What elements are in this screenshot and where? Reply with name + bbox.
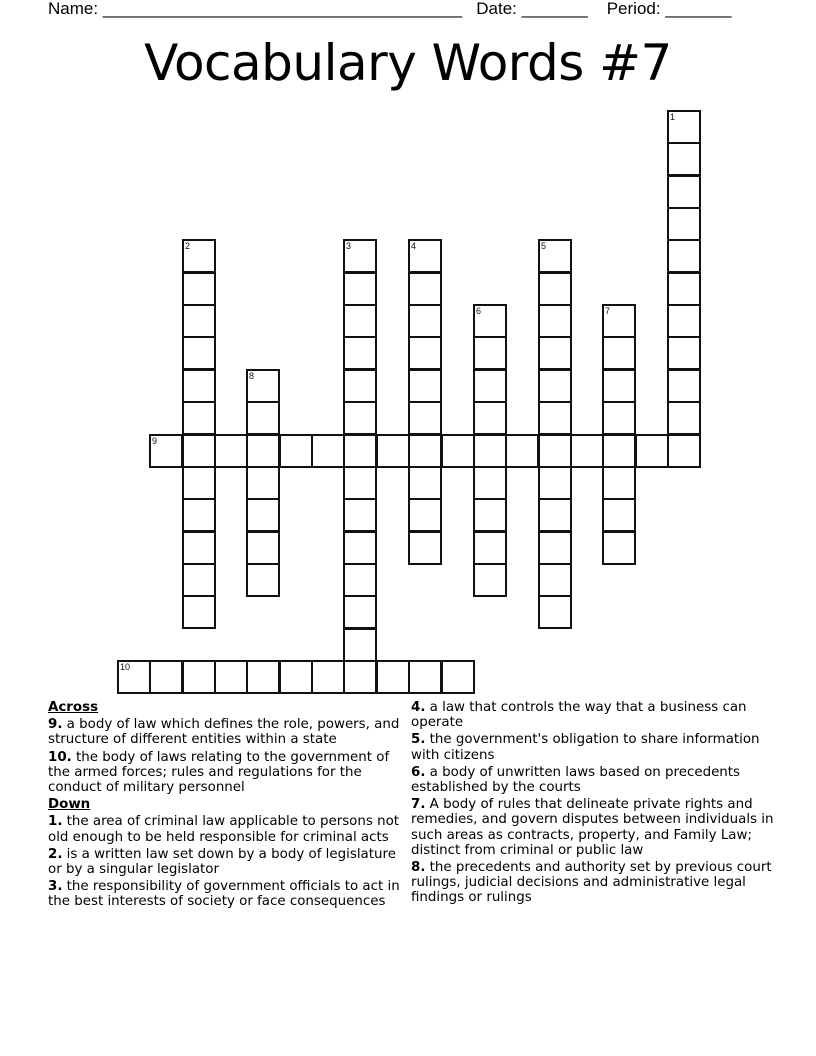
crossword-cell[interactable] (602, 336, 636, 370)
clue-text: a body of law which defines the role, powers, and structure of different entities within a state (48, 717, 400, 748)
crossword-cell[interactable] (667, 434, 701, 468)
crossword-cell[interactable] (667, 239, 701, 273)
crossword-cell[interactable] (246, 434, 280, 468)
crossword-cell[interactable] (473, 466, 507, 500)
crossword-cell[interactable] (376, 660, 410, 694)
crossword-cell[interactable] (376, 434, 410, 468)
crossword-cell[interactable] (182, 531, 216, 565)
crossword-cell[interactable] (667, 175, 701, 209)
crossword-cell[interactable] (408, 401, 442, 435)
crossword-cell[interactable] (279, 660, 313, 694)
crossword-cell[interactable] (182, 434, 216, 468)
crossword-cell[interactable] (441, 434, 475, 468)
page-title: Vocabulary Words #7 (144, 34, 672, 92)
clue-across-9 (48, 717, 403, 747)
crossword-cell[interactable] (182, 498, 216, 532)
crossword-cell[interactable] (182, 466, 216, 500)
date-blank[interactable]: _______ (516, 0, 593, 18)
clue-down-8 (411, 860, 776, 906)
period-label: Period: (592, 0, 661, 18)
clue-down-7 (411, 797, 776, 858)
crossword-cell[interactable] (667, 401, 701, 435)
clues-right-column (411, 700, 776, 908)
crossword-cell[interactable] (246, 531, 280, 565)
crossword-cell[interactable] (182, 401, 216, 435)
crossword-cell[interactable] (602, 531, 636, 565)
crossword-cell[interactable] (343, 660, 377, 694)
crossword-cell[interactable] (538, 272, 572, 306)
crossword-cell[interactable] (408, 466, 442, 500)
clue-text: the responsibility of government officials to act in the best interests of society or face consequences (48, 879, 400, 910)
crossword-cell[interactable] (408, 531, 442, 565)
cell-clue-number: 4 (411, 241, 417, 251)
crossword-cell[interactable] (602, 434, 636, 468)
cell-clue-number: 10 (120, 662, 131, 672)
crossword-cell[interactable] (667, 369, 701, 403)
crossword-cell[interactable] (343, 498, 377, 532)
crossword-cell[interactable] (667, 304, 701, 338)
cell-clue-number: 7 (605, 306, 611, 316)
crossword-cell[interactable] (538, 239, 572, 273)
clue-text: the body of laws relating to the government of the armed forces; rules and regulations for the conduct of military personnel (48, 749, 390, 796)
crossword-cell[interactable] (182, 660, 216, 694)
clue-down-6 (411, 765, 776, 795)
crossword-cell[interactable] (214, 434, 248, 468)
crossword-cell[interactable] (343, 563, 377, 597)
name-label: Name: (48, 0, 99, 18)
crossword-cell[interactable] (667, 142, 701, 176)
crossword-cell[interactable] (182, 336, 216, 370)
clue-number: 1. (48, 814, 63, 830)
crossword-cell[interactable] (538, 498, 572, 532)
crossword-cell[interactable] (408, 272, 442, 306)
crossword-cell[interactable] (538, 336, 572, 370)
cell-clue-number: 9 (152, 436, 158, 446)
crossword-cell[interactable] (538, 563, 572, 597)
crossword-cell[interactable] (473, 531, 507, 565)
clue-down-3 (48, 879, 403, 909)
crossword-cell[interactable] (408, 239, 442, 273)
crossword-cell[interactable] (117, 660, 151, 694)
clue-number: 5. (411, 732, 426, 748)
crossword-cell[interactable] (182, 563, 216, 597)
clue-number: 9. (48, 717, 63, 733)
name-blank[interactable]: ______________________________________ (98, 0, 467, 18)
crossword-cell[interactable] (635, 434, 669, 468)
crossword-cell[interactable] (667, 207, 701, 241)
crossword-cell[interactable] (343, 434, 377, 468)
crossword-cell[interactable] (441, 660, 475, 694)
crossword-cell[interactable] (602, 498, 636, 532)
crossword-cell[interactable] (473, 434, 507, 468)
crossword-cell[interactable] (343, 401, 377, 435)
crossword-cell[interactable] (246, 466, 280, 500)
crossword-cell[interactable] (473, 563, 507, 597)
crossword-cell[interactable] (149, 660, 183, 694)
crossword-cell[interactable] (246, 498, 280, 532)
crossword-cell[interactable] (570, 434, 604, 468)
crossword-cell[interactable] (182, 304, 216, 338)
crossword-cell[interactable] (343, 336, 377, 370)
clue-text: A body of rules that delineate private rights and remedies, and govern disputes between individuals in such areas as contracts, property, and Family Law; distinct from criminal or public law (411, 797, 774, 858)
crossword-cell[interactable] (473, 498, 507, 532)
crossword-cell[interactable] (343, 628, 377, 662)
crossword-cell[interactable] (473, 336, 507, 370)
crossword-cell[interactable] (343, 272, 377, 306)
cell-clue-number: 6 (476, 306, 482, 316)
clue-across-10 (48, 750, 403, 796)
crossword-cell[interactable] (182, 272, 216, 306)
clue-down-2 (48, 847, 403, 877)
crossword-cell[interactable] (246, 369, 280, 403)
crossword-cell[interactable] (408, 498, 442, 532)
clue-down-5 (411, 732, 776, 762)
crossword-cell[interactable] (246, 660, 280, 694)
period-blank[interactable]: _______ (660, 0, 732, 18)
crossword-cell[interactable] (408, 304, 442, 338)
crossword-cell[interactable] (182, 239, 216, 273)
clue-number: 4. (411, 700, 426, 715)
crossword-cell[interactable] (343, 304, 377, 338)
crossword-cell[interactable] (667, 110, 701, 144)
down-heading: Down (48, 797, 91, 813)
crossword-cell[interactable] (246, 563, 280, 597)
clues-left-column (48, 700, 403, 912)
clue-text: a body of unwritten laws based on precedents established by the courts (411, 764, 741, 796)
cell-clue-number: 2 (185, 241, 191, 251)
crossword-cell[interactable] (667, 272, 701, 306)
crossword-cell[interactable] (505, 434, 539, 468)
clue-number: 7. (411, 797, 426, 813)
crossword-cell[interactable] (214, 660, 248, 694)
crossword-cell[interactable] (602, 304, 636, 338)
crossword-cell[interactable] (602, 401, 636, 435)
clue-text: a law that controls the way that a business can operate (411, 700, 747, 731)
crossword-cell[interactable] (149, 434, 183, 468)
crossword-cell[interactable] (667, 336, 701, 370)
crossword-cell[interactable] (538, 466, 572, 500)
cell-clue-number: 3 (346, 241, 352, 251)
clue-down-4 (411, 700, 776, 730)
clue-number: 3. (48, 879, 63, 895)
crossword-cell[interactable] (311, 660, 345, 694)
clue-number: 10. (48, 749, 72, 765)
across-heading: Across (48, 700, 99, 715)
cell-clue-number: 8 (249, 371, 255, 381)
crossword-cell[interactable] (279, 434, 313, 468)
crossword-cell[interactable] (343, 595, 377, 629)
cell-clue-number: 1 (670, 112, 676, 122)
crossword-cell[interactable] (182, 369, 216, 403)
crossword-cell[interactable] (343, 369, 377, 403)
cell-clue-number: 5 (541, 241, 547, 251)
clue-text: is a written law set down by a body of legislature or by a singular legislator (48, 846, 396, 878)
crossword-cell[interactable] (538, 434, 572, 468)
crossword-cell[interactable] (408, 660, 442, 694)
crossword-cell[interactable] (602, 369, 636, 403)
crossword-cell[interactable] (343, 239, 377, 273)
crossword-cell[interactable] (538, 304, 572, 338)
clue-text: the precedents and authority set by previous court rulings, judicial decisions and administrative legal findings or rulings (411, 860, 772, 906)
crossword-cell[interactable] (408, 336, 442, 370)
crossword-cell[interactable] (473, 401, 507, 435)
crossword-cell[interactable] (408, 369, 442, 403)
crossword-cell[interactable] (538, 531, 572, 565)
crossword-cell[interactable] (473, 369, 507, 403)
crossword-cell[interactable] (538, 369, 572, 403)
crossword-cell[interactable] (408, 434, 442, 468)
clue-number: 8. (411, 860, 426, 876)
crossword-cell[interactable] (182, 595, 216, 629)
crossword-cell[interactable] (311, 434, 345, 468)
clue-down-1 (48, 814, 403, 844)
crossword-cell[interactable] (343, 531, 377, 565)
date-label: Date: (466, 0, 517, 18)
crossword-cell[interactable] (538, 595, 572, 629)
crossword-cell[interactable] (538, 401, 572, 435)
clue-text: the government's obligation to share information with citizens (411, 732, 760, 763)
clue-number: 2. (48, 846, 63, 862)
crossword-cell[interactable] (343, 466, 377, 500)
crossword-cell[interactable] (246, 401, 280, 435)
crossword-cell[interactable] (602, 466, 636, 500)
crossword-cell[interactable] (473, 304, 507, 338)
clue-text: the area of criminal law applicable to persons not old enough to be held responsible for criminal acts (48, 814, 400, 845)
clue-number: 6. (411, 764, 426, 780)
